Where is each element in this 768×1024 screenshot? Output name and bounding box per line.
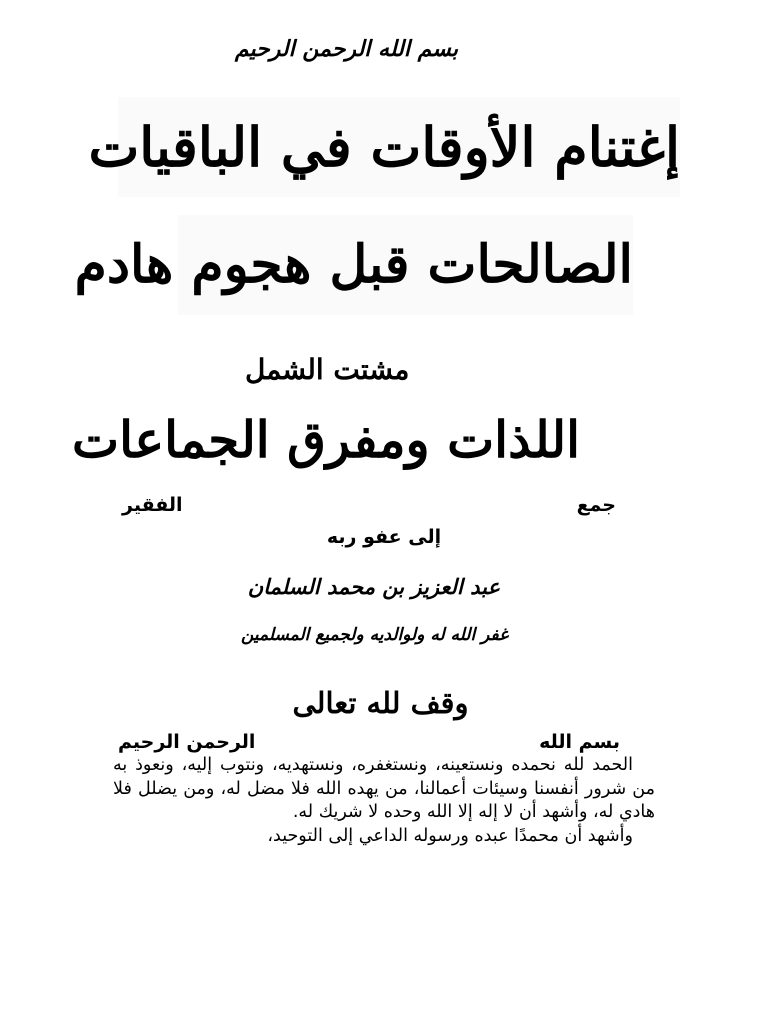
title-line-3	[72, 335, 580, 475]
basmala-text-part-2: الرحمن الرحيم	[118, 731, 256, 753]
author-prayer-calligraphy: غفر الله له ولوالديه ولجميع المسلمين	[240, 625, 508, 645]
basmala-text-part-1: بسم الله	[539, 731, 620, 753]
title-line-3-top: مشتت الشمل	[245, 353, 410, 386]
body-paragraph-1: الحمد لله نحمده ونستعينه، ونستغفره، ونستهديه، ونتوب إليه، ونعوذ به من شرور أنفسنا وسيئات أعمالنا، من يهده الله فلا مضل له، ومن يضلل فلا هادي له، وأشهد أن لا إله إلا الله وحده لا شريك له.	[113, 755, 655, 822]
title-line-2: الصالحات قبل هجوم هادم	[178, 215, 633, 315]
title-line-3-main: اللذات ومفرق الجماعات	[72, 410, 580, 469]
to-pardon-line: إلى عفو ربه	[326, 526, 442, 548]
title-line-1: إغتنام الأوقات في الباقيات	[118, 97, 680, 197]
compiled-by-label: جمع	[576, 494, 616, 516]
body-paragraph	[113, 754, 655, 848]
author-name-calligraphy: عبد العزيز بن محمد السلمان	[247, 574, 500, 599]
faqir-label: الفقير	[122, 494, 183, 516]
basmala-calligraphy: بسم الله الرحمن الرحيم	[234, 36, 458, 62]
waqf-stamp: وقف لله تعالى	[292, 686, 469, 720]
body-paragraph-2: وأشهد أن محمدًا عبده ورسوله الداعي إلى التوحيد،	[267, 825, 633, 846]
